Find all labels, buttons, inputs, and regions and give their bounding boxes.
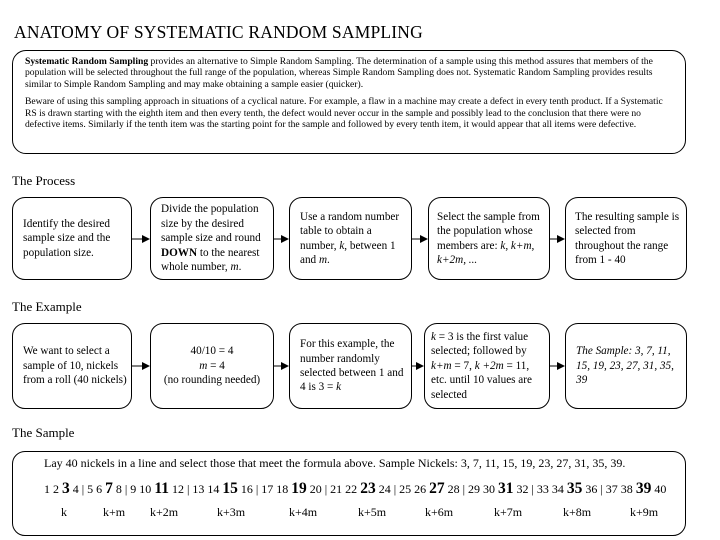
process-heading: The Process xyxy=(12,173,76,188)
k-label: k+2m xyxy=(150,505,179,519)
k-label: k xyxy=(61,505,67,519)
example-step-5-label: The Sample xyxy=(576,345,629,358)
nickel-group: 19 20 | 21 22 xyxy=(291,480,361,497)
example-step-5 xyxy=(565,323,687,409)
k-label: k+5m xyxy=(358,505,387,519)
example-step-1 xyxy=(12,323,132,409)
process-step-4-text-a: Select the sample from the population whose members are: xyxy=(437,210,540,252)
example-step-4-text-c: = 11, etc. until 10 values are selected xyxy=(431,359,532,401)
k-label: k+3m xyxy=(217,505,246,519)
k-label: k+m xyxy=(103,505,126,519)
example-step-2-line-3: (no rounding needed) xyxy=(163,374,261,387)
example-step-4-text xyxy=(431,330,545,402)
nickel-group: 5 6 7 8 | 9 10 xyxy=(84,480,155,497)
nickel-group: 35 36 | 37 38 xyxy=(566,480,636,497)
example-step-2-line-1: 40/10 = 4 xyxy=(190,345,234,358)
process-step-2-end: . xyxy=(238,261,242,274)
selected-nickel: 39 xyxy=(635,480,652,497)
process-step-4-sequence: k, k+m, k+2m, ... xyxy=(437,239,535,266)
selected-nickel: 35 xyxy=(566,480,583,497)
page-title: ANATOMY OF SYSTEMATIC RANDOM SAMPLING xyxy=(14,22,423,42)
example-step-4-text-a: = 3 is the first value selected; followed by xyxy=(431,330,529,358)
example-step-3 xyxy=(289,323,412,409)
process-step-2-text-a: Divide the population size by the desired sample size and round xyxy=(161,203,261,245)
process-step-3-k: k xyxy=(339,239,345,252)
example-step-4-text-b: = 7, xyxy=(451,359,475,372)
process-step-2-m: m xyxy=(230,261,239,274)
example-step-4 xyxy=(424,323,550,409)
example-step-2 xyxy=(150,323,274,409)
example-step-2-m: m xyxy=(199,359,208,372)
process-step-3-m: m xyxy=(318,253,328,266)
example-step-2-line-2 xyxy=(155,359,269,373)
nickel-group: 11 12 | 13 14 xyxy=(154,480,223,497)
process-step-3-text-b: , between 1 and xyxy=(300,239,396,266)
process-step-3-end: . xyxy=(327,253,330,266)
intro-term: Systematic Random Sampling xyxy=(25,56,149,67)
example-step-2-text xyxy=(155,344,269,387)
selected-nickel: 7 xyxy=(105,480,113,497)
example-heading: The Example xyxy=(12,299,82,314)
process-step-2-down: DOWN xyxy=(161,246,198,259)
nickel-sequence xyxy=(44,480,666,498)
example-step-1-text: We want to select a sample of 10, nickels from a roll (40 nickels) xyxy=(23,345,127,387)
example-step-5-values: : 3, 7, 11, 15, 19, 23, 27, 31, 35, 39 xyxy=(576,345,674,387)
process-step-1-text: Identify the desired sample size and the population size. xyxy=(23,217,111,259)
selected-nickel: 11 xyxy=(154,480,169,497)
selected-nickel: 23 xyxy=(360,480,376,497)
example-step-2-value: = 4 xyxy=(207,359,225,372)
process-step-3-text-a: Use a random number table to obtain a number, xyxy=(300,210,400,252)
sample-heading: The Sample xyxy=(12,425,75,440)
example-step-4-km: k+m xyxy=(431,359,452,372)
nickel-group: 23 24 | 25 26 xyxy=(360,480,430,497)
process-step-5-text: The resulting sample is selected from throughout the range from 1 - 40 xyxy=(575,210,680,266)
intro-text-1: provides an alternative to Simple Random Sampling. The determination of a sample using this method assures that members of the population will be selected throughout the full range of the population, whereas Simple Random Sampling does not. Systematic Random Sampling provides results similar to Simple Random Sampling and may make obtaining a sample easier (quicker). xyxy=(25,56,653,90)
process-step-2-text-b: to the nearest whole number, xyxy=(161,246,260,274)
nickel-group: 39 40 xyxy=(635,480,667,497)
sample-description: Lay 40 nickels in a line and select those that meet the formula above. Sample Nickels: 3, 7, 11, 15, 19, 23, 27, 31, 35, 39. xyxy=(44,456,626,470)
example-step-4-k2m: k +2m xyxy=(474,359,504,372)
example-step-4-k: k xyxy=(431,330,436,343)
nickel-group: 27 28 | 29 30 xyxy=(429,480,498,497)
example-step-3-k: k xyxy=(336,381,342,394)
nickel-group: 15 16 | 17 18 xyxy=(222,480,292,497)
selected-nickel: 27 xyxy=(429,480,445,497)
example-step-5-text xyxy=(576,344,682,387)
selected-nickel: 31 xyxy=(498,480,514,497)
nickel-group: 31 32 | 33 34 xyxy=(498,480,567,497)
intro-paragraph-2: Beware of using this sampling approach in situations of a cyclical nature. For example, a flaw in a machine may create a defect in every tenth product. If a Systematic RS is drawn starting with the eighth item and then every tenth, the defect would never occur in the sample and possibly lead to the conclusion that there were no defective items. Similarly if the tenth item was the starting point for the sample and followed by every tenth item, it would appear that all items were defective. xyxy=(25,96,663,131)
k-label: k+4m xyxy=(289,505,318,519)
k-label: k+6m xyxy=(425,505,454,519)
selected-nickel: 15 xyxy=(222,480,238,497)
k-label: k+7m xyxy=(494,505,523,519)
example-step-3-text-a: For this example, the number randomly selected between 1 and 4 is 3 = xyxy=(300,338,404,394)
k-label: k+9m xyxy=(630,505,659,519)
selected-nickel: 3 xyxy=(62,480,70,497)
nickel-group: 1 2 3 4 | xyxy=(44,480,85,497)
example-step-3-text xyxy=(300,337,407,395)
selected-nickel: 19 xyxy=(291,480,307,497)
k-label: k+8m xyxy=(563,505,592,519)
